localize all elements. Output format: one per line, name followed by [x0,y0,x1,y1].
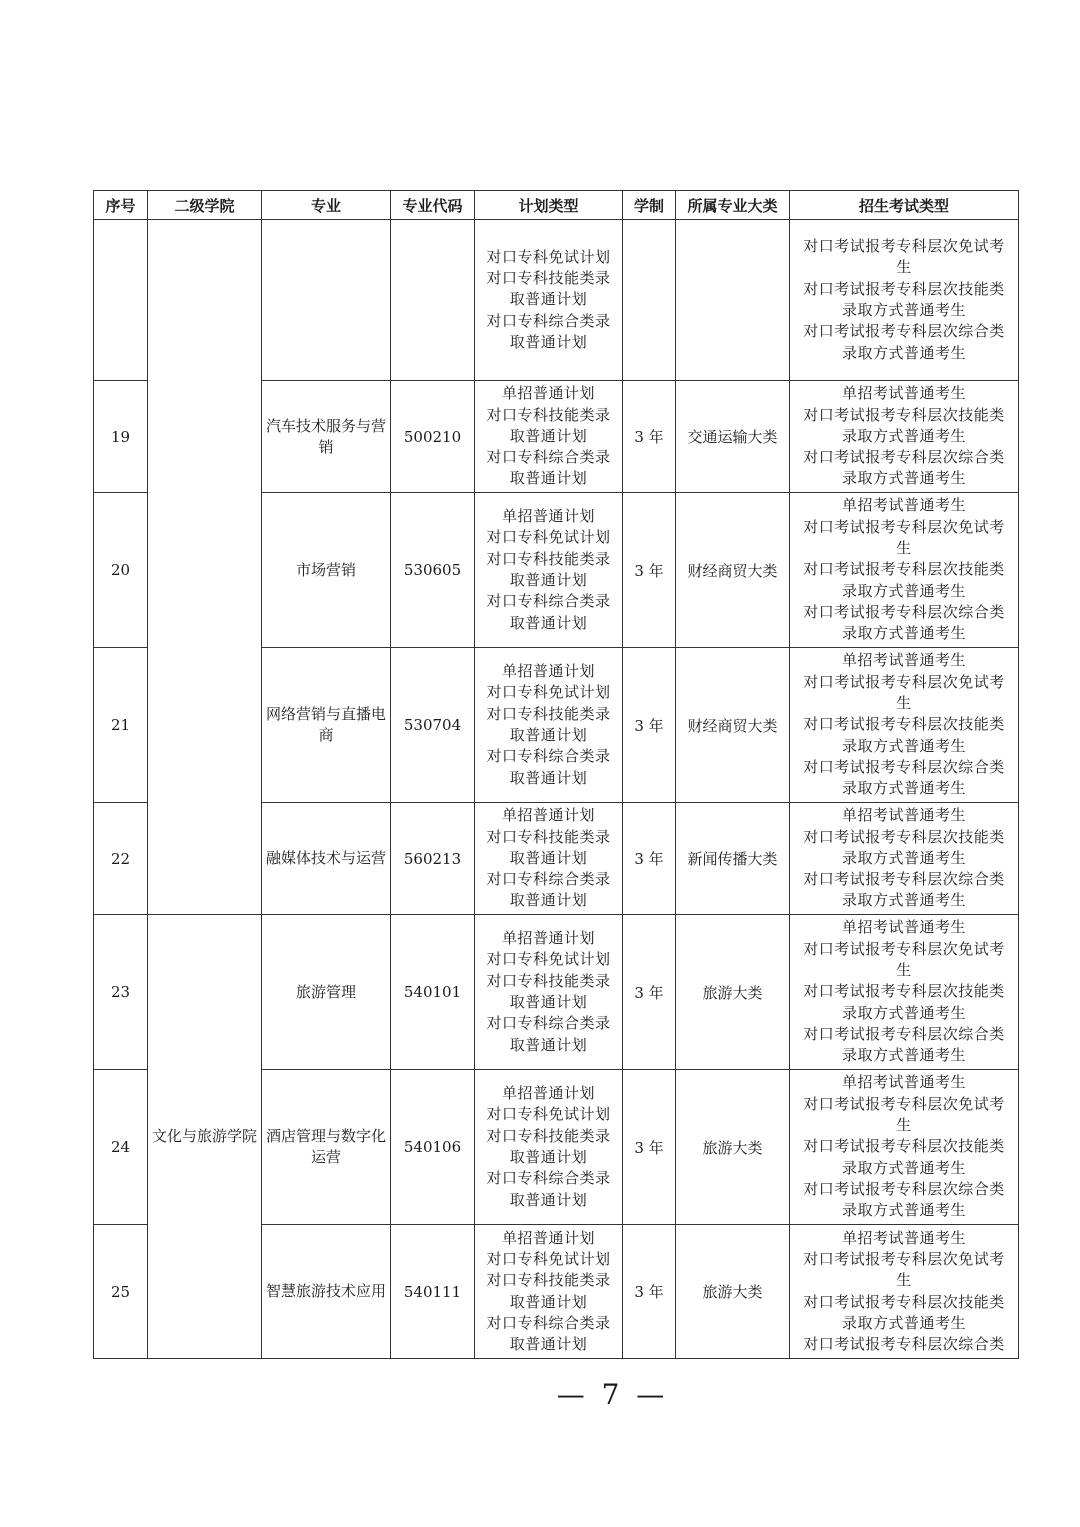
cell-seq: 23 [94,915,148,1070]
table-header-row [94,191,1019,220]
cell-years [623,220,676,381]
cell-years: 3 年 [623,381,676,493]
header-seq: 序号 [94,191,148,220]
cell-plan: 对口专科免试计划 对口专科技能类录 取普通计划 对口专科综合类录 取普通计划 [475,220,623,381]
cell-category: 财经商贸大类 [676,648,790,803]
cell-seq: 22 [94,803,148,915]
cell-seq: 19 [94,381,148,493]
cell-plan: 单招普通计划 对口专科免试计划 对口专科技能类录 取普通计划 对口专科综合类录 取普通计划 [475,493,623,648]
cell-major: 汽车技术服务与营销 [262,381,391,493]
cell-exam: 单招考试普通考生 对口考试报考专科层次免试考 生 对口考试报考专科层次技能类 录取方式普通考生 对口考试报考专科层次综合类 录取方式普通考生 [790,493,1019,648]
cell-years: 3 年 [623,1070,676,1225]
cell-years: 3 年 [623,493,676,648]
cell-code [391,220,475,381]
cell-years: 3 年 [623,1225,676,1359]
cell-major: 融媒体技术与运营 [262,803,391,915]
enrollment-table [93,190,1019,1359]
header-category: 所属专业大类 [676,191,790,220]
cell-exam: 单招考试普通考生 对口考试报考专科层次技能类 录取方式普通考生 对口考试报考专科层次综合类 录取方式普通考生 [790,803,1019,915]
cell-plan: 单招普通计划 对口专科免试计划 对口专科技能类录 取普通计划 对口专科综合类录 取普通计划 [475,1225,623,1359]
cell-category: 新闻传播大类 [676,803,790,915]
cell-exam: 单招考试普通考生 对口考试报考专科层次免试考 生 对口考试报考专科层次技能类 录取方式普通考生 对口考试报考专科层次综合类 录取方式普通考生 [790,915,1019,1070]
cell-exam: 单招考试普通考生 对口考试报考专科层次免试考 生 对口考试报考专科层次技能类 录取方式普通考生 对口考试报考专科层次综合类 录取方式普通考生 [790,648,1019,803]
cell-seq: 21 [94,648,148,803]
cell-code: 540111 [391,1225,475,1359]
cell-plan: 单招普通计划 对口专科免试计划 对口专科技能类录 取普通计划 对口专科综合类录 取普通计划 [475,1070,623,1225]
header-years: 学制 [623,191,676,220]
cell-major: 市场营销 [262,493,391,648]
page-number: — 7 — [556,1378,669,1411]
header-plan: 计划类型 [475,191,623,220]
table-row [94,915,1019,1070]
cell-plan: 单招普通计划 对口专科免试计划 对口专科技能类录 取普通计划 对口专科综合类录 取普通计划 [475,648,623,803]
cell-exam: 单招考试普通考生 对口考试报考专科层次免试考 生 对口考试报考专科层次技能类 录取方式普通考生 对口考试报考专科层次综合类 录取方式普通考生 [790,1070,1019,1225]
cell-major: 网络营销与直播电商 [262,648,391,803]
header-code: 专业代码 [391,191,475,220]
cell-years: 3 年 [623,648,676,803]
cell-seq [94,220,148,381]
cell-exam: 对口考试报考专科层次免试考 生 对口考试报考专科层次技能类 录取方式普通考生 对口考试报考专科层次综合类 录取方式普通考生 [790,220,1019,381]
cell-plan: 单招普通计划 对口专科免试计划 对口专科技能类录 取普通计划 对口专科综合类录 取普通计划 [475,915,623,1070]
cell-exam: 单招考试普通考生 对口考试报考专科层次技能类 录取方式普通考生 对口考试报考专科层次综合类 录取方式普通考生 [790,381,1019,493]
cell-category: 旅游大类 [676,915,790,1070]
header-major: 专业 [262,191,391,220]
table-row [94,220,1019,381]
cell-major [262,220,391,381]
cell-category [676,220,790,381]
cell-years: 3 年 [623,803,676,915]
cell-exam: 单招考试普通考生 对口考试报考专科层次免试考 生 对口考试报考专科层次技能类 录取方式普通考生 对口考试报考专科层次综合类 [790,1225,1019,1359]
cell-seq: 20 [94,493,148,648]
cell-major: 智慧旅游技术应用 [262,1225,391,1359]
cell-code: 500210 [391,381,475,493]
cell-plan: 单招普通计划 对口专科技能类录 取普通计划 对口专科综合类录 取普通计划 [475,381,623,493]
header-college: 二级学院 [148,191,262,220]
cell-code: 530704 [391,648,475,803]
cell-major: 酒店管理与数字化运营 [262,1070,391,1225]
cell-category: 旅游大类 [676,1225,790,1359]
cell-code: 540101 [391,915,475,1070]
cell-category: 交通运输大类 [676,381,790,493]
cell-seq: 25 [94,1225,148,1359]
cell-code: 540106 [391,1070,475,1225]
cell-plan: 单招普通计划 对口专科技能类录 取普通计划 对口专科综合类录 取普通计划 [475,803,623,915]
cell-code: 560213 [391,803,475,915]
cell-category: 财经商贸大类 [676,493,790,648]
cell-college-continued [148,220,262,915]
cell-years: 3 年 [623,915,676,1070]
cell-college: 文化与旅游学院 [148,915,262,1359]
cell-major: 旅游管理 [262,915,391,1070]
header-exam: 招生考试类型 [790,191,1019,220]
cell-seq: 24 [94,1070,148,1225]
cell-category: 旅游大类 [676,1070,790,1225]
cell-code: 530605 [391,493,475,648]
